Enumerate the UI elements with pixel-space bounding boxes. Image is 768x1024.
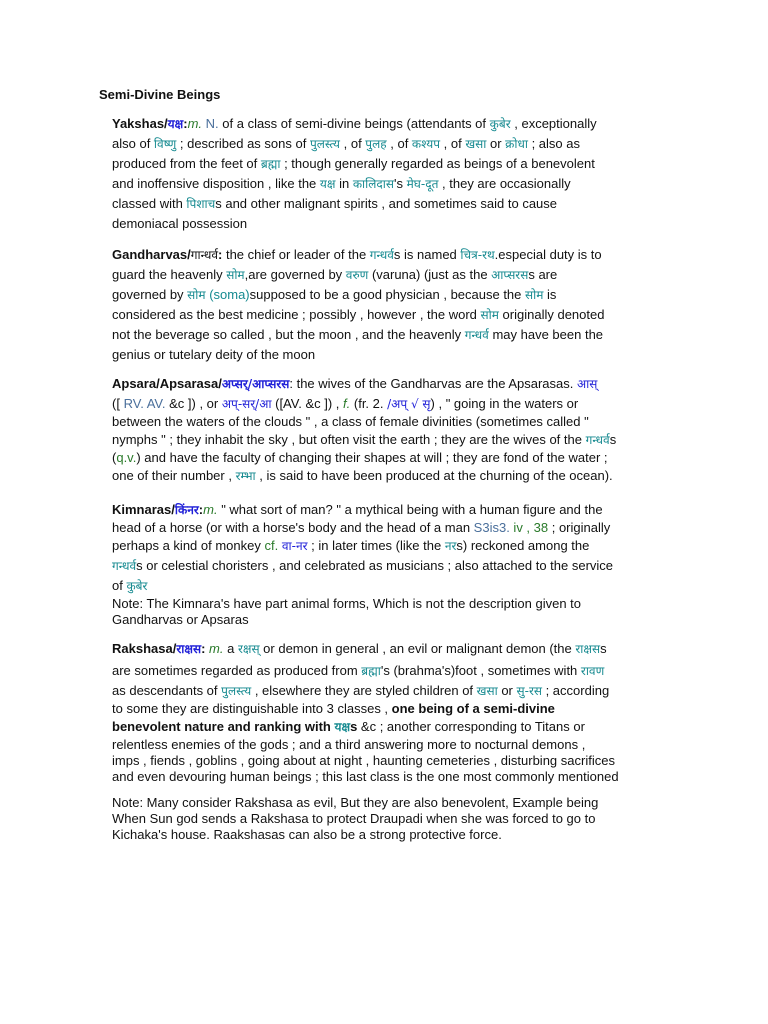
text-segment: perhaps a kind of monkey [112,538,265,553]
text-segment: अप्सर्/आप्सरस [221,377,290,391]
text-segment: कुबेर [489,117,511,131]
text-segment: 's (brahma's)foot , sometimes with [380,663,581,678]
text-segment: iv , 38 [509,520,549,535]
text-segment: &c ; another corresponding to Titans or [357,719,585,734]
text-segment: s [600,641,607,656]
text-segment: पिशाच [186,197,216,211]
text-segment: originally denoted [498,307,605,322]
text-line [112,305,652,325]
text-line [112,345,652,365]
text-segment: गन्धर्व [112,559,137,573]
text-segment: When Sun god sends a Rakshasa to protect Draupadi when she was forced to go to [112,811,596,826]
text-segment: ; in later times (like the [307,538,445,553]
text-segment: not the beverage so called , but the moon , and the heavenly [112,327,465,342]
text-segment: नर [444,539,457,553]
text-segment: ब्रह्मा [361,664,381,678]
text-segment: ([ [112,396,124,411]
text-segment: one being of a semi-divine [391,701,555,716]
text-line [112,700,555,718]
text-segment: (soma) [205,287,250,302]
text-segment: सोम [187,288,206,302]
text-segment: , elsewhere they are styled children of [251,683,477,698]
text-line [112,577,147,595]
text-segment: किंनर [174,503,199,517]
text-segment: मेघ-दूत [406,177,439,191]
text-line [112,449,608,467]
text-segment: relentless enemies of the gods ; and a third answering more to nocturnal demons , [112,737,586,752]
text-line [112,285,652,305]
text-segment: of a class of semi-divine beings (attendants of [218,116,490,131]
text-segment: in [335,176,353,191]
text-segment: a [223,641,238,656]
text-segment: ; described as sons of [176,136,310,151]
text-segment: ; originally [548,520,611,535]
text-segment: गन्धर्व [464,328,489,342]
text-segment: to some they are distinguishable into 3 classes , [112,701,392,716]
text-segment: classed with [112,196,187,211]
text-line [112,194,652,214]
text-segment: राक्षस [176,642,202,656]
text-segment: कश्यप [411,137,441,151]
text-line [112,718,585,736]
text-line [112,662,604,680]
text-segment: पुलस्त्य [221,684,252,698]
text-segment: यक्ष [334,720,351,734]
text-segment: Kimnaras/ [112,502,175,517]
text-segment: ) and have the faculty of changing their shapes at will ; they are fond of the water ; [136,450,608,465]
text-segment: गन्धर्व [585,433,610,447]
text-segment: कालिदास [352,177,394,191]
text-segment: of [112,578,127,593]
text-line [112,611,249,629]
text-segment: विष्णु [153,137,177,151]
text-segment: guard the heavenly [112,267,227,282]
text-line [112,265,652,285]
text-segment: ब्रह्मा [260,157,281,171]
text-segment: are sometimes regarded as produced from [112,663,362,678]
text-line [112,768,619,786]
text-segment: : [201,641,210,656]
text-segment: Note: Many consider Rakshasa as evil, But they are also benevolent, Example being [112,795,599,810]
text-segment: produced from the feet of [112,156,261,171]
text-segment: head of a horse (or with a horse's body and the head of a man [112,520,474,535]
text-segment: पुलह [365,137,387,151]
text-segment: , exceptionally [510,116,597,131]
text-line [112,214,652,234]
text-line [112,325,652,345]
text-segment: nymphs " ; they inhabit the sky , but often visit the earth ; they are the wives of the [112,432,586,447]
text-line [112,537,589,555]
text-segment: supposed to be a good physician , because the [249,287,526,302]
text-segment: रावण [580,664,605,678]
text-segment: चित्र-रथ [460,248,495,262]
entry-yakshas [112,114,652,234]
text-segment: कुबेर [126,579,148,593]
text-segment: आप्सरस [491,268,529,282]
text-segment: s [609,432,617,447]
text-line [112,375,597,393]
text-segment: Gandharvas or Apsaras [112,612,249,627]
text-segment: Rakshasa/ [112,641,177,656]
text-segment: genius or tutelary deity of the moon [112,347,316,362]
text-segment: is [543,287,557,302]
text-segment: N. [202,116,219,131]
text-segment: q.v. [116,450,137,465]
text-segment: and inoffensive disposition , like the [112,176,320,191]
text-segment: , is said to have been produced at the churning of the ocean). [255,468,613,483]
text-segment: (varuna) (just as the [368,267,492,282]
text-line [112,114,652,134]
text-segment: , they are occasionally [438,176,571,191]
text-segment: ( [112,450,117,465]
text-line [112,826,502,844]
text-line [112,682,609,700]
text-segment: , of [386,136,412,151]
text-segment: s or celestial choristers , and celebrated as musicians ; also attached to the service [136,558,614,573]
page-title: Semi-Divine Beings [99,87,221,102]
text-segment: सोम [525,288,544,302]
text-segment: imps , fiends , goblins , going about at night , haunting cemeteries , disturbing sacrifices [112,753,615,768]
text-segment: : [183,116,188,131]
text-line [112,640,607,658]
text-segment: वरुण [345,268,369,282]
text-segment: as descendants of [112,683,222,698]
text-segment: S3is3. [473,520,510,535]
text-line [112,557,613,575]
text-segment: RV. AV. [123,396,166,411]
text-segment: खसा [465,137,487,151]
text-segment: ([AV. &c ]) , [271,396,344,411]
text-segment: considered as the best medicine ; possibly , however , the word [112,307,481,322]
text-segment: m. [203,502,218,517]
text-segment: 's [394,176,407,191]
text-segment: .especial duty is to [494,247,602,262]
text-segment: : the wives of the Gandharvas are the Apsarasas. [289,376,577,391]
text-segment: may have been the [488,327,604,342]
text-segment: (fr. 2. [350,396,388,411]
text-segment: m. [187,116,203,131]
text-segment: and even devouring human beings ; this last class is the one most commonly mentioned [112,769,619,784]
text-line [112,134,652,154]
text-line [112,501,603,519]
text-segment: /अप् √ सृ [387,397,431,411]
text-segment: सोम [226,268,245,282]
text-segment: one of their number , [112,468,236,483]
text-segment: यक्ष [319,177,336,191]
text-segment: also of [112,136,154,151]
text-segment: or demon in general , an evil or malignant demon (the [259,641,576,656]
text-line [112,413,589,431]
text-segment: s) reckoned among the [456,538,590,553]
text-segment: s and other malignant spirits , and sometimes said to cause [215,196,558,211]
text-segment: ; though generally regarded as beings of a benevolent [280,156,595,171]
text-segment: cf. [264,538,279,553]
text-segment: राक्षस [575,642,601,656]
text-segment: वा-नर [281,539,308,553]
text-segment: : [218,247,226,262]
text-line [112,467,613,485]
text-segment: between the waters of the clouds " , a class of female divinities (sometimes called " [112,414,589,429]
text-segment: benevolent nature and ranking with [112,719,335,734]
text-segment: s is named [393,247,461,262]
text-segment: , of [340,136,366,151]
text-segment: पुलस्त्य [309,137,340,151]
text-segment: , of [440,136,466,151]
text-segment: m. [209,641,224,656]
text-segment: रक्षस् [237,642,260,656]
text-line [112,395,578,413]
text-segment: s [350,719,358,734]
entry-gandharvas [112,245,652,365]
text-segment: governed by [112,287,188,302]
text-segment: खसा [476,684,498,698]
text-segment: f. [343,396,351,411]
text-segment: क्रोधा [505,137,528,151]
text-segment: आस् [576,377,598,391]
text-segment: s are [528,267,558,282]
text-segment: ; also as [527,136,580,151]
text-segment: : [198,502,204,517]
text-segment: सु-रस [516,684,542,698]
text-segment: demoniacal possession [112,216,248,231]
text-line [112,154,652,174]
text-line [112,519,610,537]
text-line [112,431,616,449]
text-segment: the chief or leader of the [225,247,370,262]
text-line [112,245,652,265]
text-segment: Gandharvas/ [112,247,191,262]
text-segment: ,are governed by [244,267,346,282]
text-segment: Note: The Kimnara's have part animal forms, Which is not the description given to [112,596,582,611]
text-line [112,174,652,194]
text-segment: Kichaka's house. Raakshasas can also be a strong protective force. [112,827,502,842]
text-segment: &c ]) , or [165,396,222,411]
text-segment: or [486,136,506,151]
text-segment: यक्ष [167,117,184,131]
text-segment: रम्भा [235,469,256,483]
text-segment: अप्-सर्/आ [221,397,272,411]
text-segment: गन्धर्व [369,248,394,262]
text-segment: " what sort of man? " a mythical being with a human figure and the [217,502,603,517]
text-segment: गान्धर्व [190,248,219,262]
text-segment: or [497,683,517,698]
text-segment: सोम [480,308,499,322]
text-segment: Apsara/Apsarasa/ [112,376,222,391]
text-segment: Yakshas/ [112,116,168,131]
text-segment: ; according [541,683,610,698]
text-segment: ) , " going in the waters or [430,396,579,411]
